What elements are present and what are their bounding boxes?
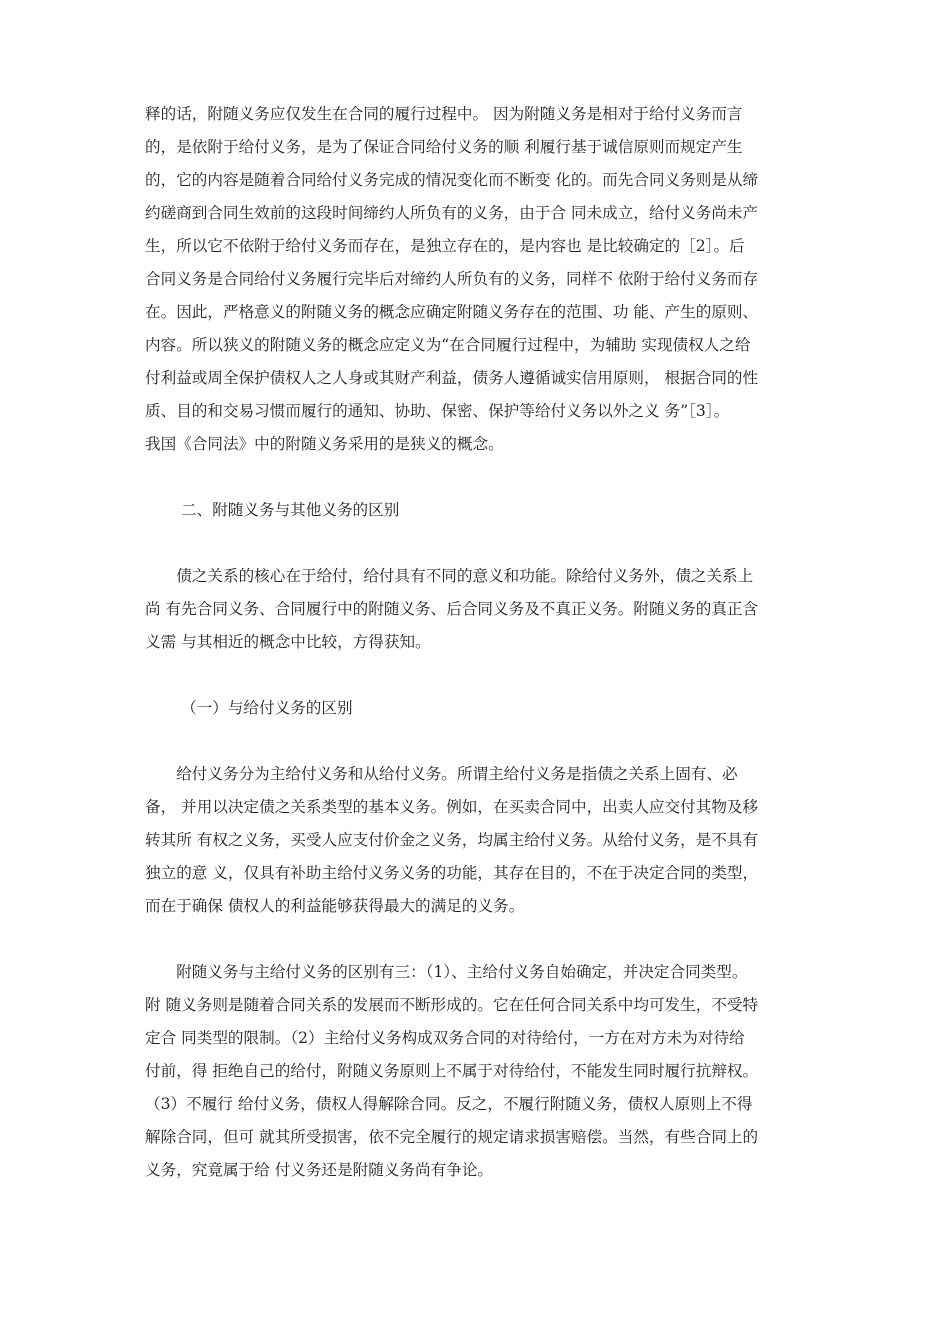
paragraph-core-of-obligation: 债之关系的核心在于给付，给付具有不同的意义和功能。除给付义务外，债之关系上 尚 有先合同义务、合同履行中的附随义务、后合同义务及不真正义务。附随义务的真正含 义需 与其相近的概念中比较，方得获知。: [145, 567, 759, 651]
paragraph-spacer: [145, 527, 829, 560]
section-heading-distinction: 二、附随义务与其他义务的区别: [181, 501, 400, 519]
paragraph-spacer: [145, 923, 829, 956]
subsection-heading-payment-obligation: （一）与给付义务的区别: [181, 699, 353, 717]
paragraph-three-differences: 附随义务与主给付义务的区别有三：（1）、主给付义务自始确定，并决定合同类型。 附 随义务则是随着合同关系的发展而不断形成的。它在任何合同关系中均可发生，不受特 定合 同类型的限制。（2）主给付义务构成双务合同的对待给付，一方在对方未为对待给 付前，得 拒绝自己的给付，附随义务原则上不属于对待给付，不能发生同时履行抗辩权。 （3）不履行 给付义务，债权人得解除合同。反之，不履行附随义务，债权人原则上不得 解除合同，但可 就其所受损害，依不完全履行的规定请求损害赔偿。当然，有些合同上的 义务，究竟属于给 付义务还是附随义务尚有争论。: [145, 963, 759, 1179]
paragraph-spacer: [145, 461, 829, 494]
document-body: [145, 98, 829, 1187]
paragraph-payment-obligation-types: 给付义务分为主给付义务和从给付义务。所谓主给付义务是指债之关系上固有、必 备， 并用以决定债之关系类型的基本义务。例如，在买卖合同中，出卖人应交付其物及移 转其所 有权之义务，买受人应支付价金之义务，均属主给付义务。从给付义务，是不具有 独立的意 义，仅具有补助主给付义务义务的功能，其存在目的，不在于决定合同的类型， 而在于确保 债权人的利益能够获得最大的满足的义务。: [145, 765, 759, 915]
paragraph-concept-narrow: 释的话，附随义务应仅发生在合同的履行过程中。 因为附随义务是相对于给付义务而言 的，是依附于给付义务，是为了保证合同给付义务的顺 利履行基于诚信原则而规定产生 的，它的内容是随着合同给付义务完成的情况变化而不断变 化的。而先合同义务则是从缔 约磋商到合同生效前的这段时间缔约人所负有的义务，由于合 同未成立，给付义务尚未产 生，所以它不依附于给付义务而存在，是独立存在的，是内容也 是比较确定的［2］。后 合同义务是合同给付义务履行完毕后对缔约人所负有的义务，同样不 依附于给付义务而存 在。因此，严格意义的附随义务的概念应确定附随义务存在的范围、功 能、产生的原则、 内容。所以狭义的附随义务的概念应定义为“在合同履行过程中，为辅助 实现债权人之给 付利益或周全保护债权人之人身或其财产利益，债务人遵循诚实信用原则， 根据合同的性 质、目的和交易习惯而履行的通知、协助、保密、保护等给付义务以外之义 务”［3］。 我国《合同法》中的附随义务采用的是狭义的概念。: [145, 105, 759, 453]
paragraph-spacer: [145, 659, 829, 692]
paragraph-spacer: [145, 725, 829, 758]
